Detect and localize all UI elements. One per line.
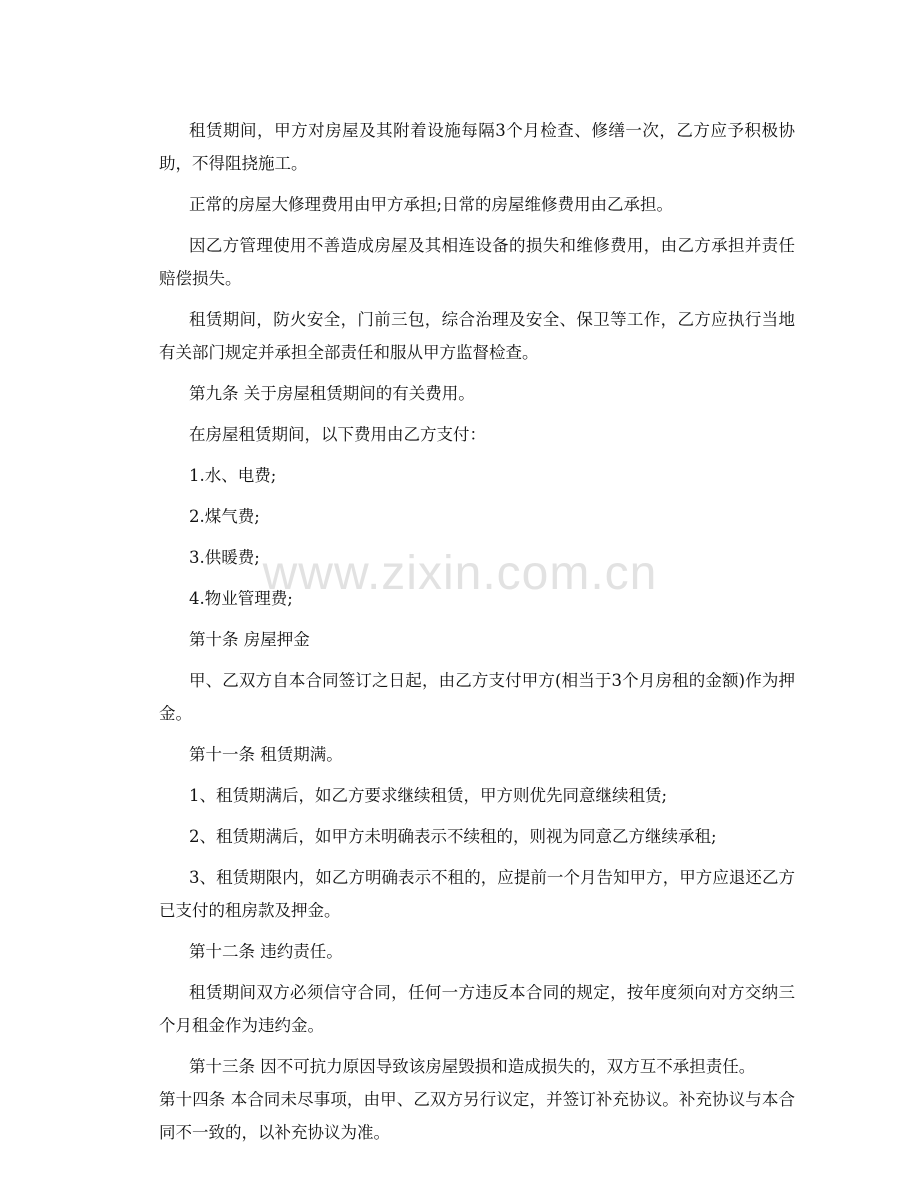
paragraph: 4.物业管理费;: [189, 589, 293, 608]
paragraph: 3、租赁期限内，如乙方明确表示不租的，应提前一个月告知甲方，甲方应退还乙方已支付的租房款及押金。: [159, 868, 795, 920]
paragraph: 租赁期间双方必须信守合同，任何一方违反本合同的规定，按年度须向对方交纳三个月租金作为违约金。: [159, 983, 795, 1035]
paragraph: 第十四条 本合同未尽事项，由甲、乙双方另行议定，并签订补充协议。补充协议与本合同不一致的，以补充协议为准。: [159, 1090, 795, 1142]
paragraph: 2、租赁期满后，如甲方未明确表示不续租的，则视为同意乙方继续承租;: [189, 827, 717, 846]
watermark: www.zixin.com.cn: [262, 547, 658, 600]
paragraph: 第十条 房屋押金: [189, 630, 310, 649]
paragraph: 1.水、电费;: [189, 466, 277, 485]
paragraph: 在房屋租赁期间，以下费用由乙方支付：: [189, 425, 486, 444]
paragraph: 2.煤气费;: [189, 507, 260, 526]
document-body: [159, 114, 795, 1157]
paragraph: 正常的房屋大修理费用由甲方承担;日常的房屋维修费用由乙承担。: [189, 195, 674, 214]
paragraph: 第十一条 租赁期满。: [189, 745, 343, 764]
paragraph: 租赁期间，防火安全，门前三包，综合治理及安全、保卫等工作，乙方应执行当地有关部门规定并承担全部责任和服从甲方监督检查。: [159, 310, 795, 362]
paragraph: 租赁期间，甲方对房屋及其附着设施每隔3个月检查、修缮一次，乙方应予积极协助，不得阻挠施工。: [159, 121, 795, 173]
paragraph: 1、租赁期满后，如乙方要求继续租赁，甲方则优先同意继续租赁;: [189, 786, 668, 805]
paragraph: 甲、乙双方自本合同签订之日起，由乙方支付甲方(相当于3个月房租的金额)作为押金。: [159, 671, 795, 723]
paragraph: 第九条 关于房屋租赁期间的有关费用。: [189, 384, 475, 403]
paragraph: 因乙方管理使用不善造成房屋及其相连设备的损失和维修费用，由乙方承担并责任赔偿损失。: [159, 236, 795, 288]
paragraph: 3.供暖费;: [189, 548, 260, 567]
paragraph: 第十二条 违约责任。: [189, 942, 343, 961]
paragraph: 第十三条 因不可抗力原因导致该房屋毁损和造成损失的，双方互不承担责任。: [189, 1057, 756, 1076]
